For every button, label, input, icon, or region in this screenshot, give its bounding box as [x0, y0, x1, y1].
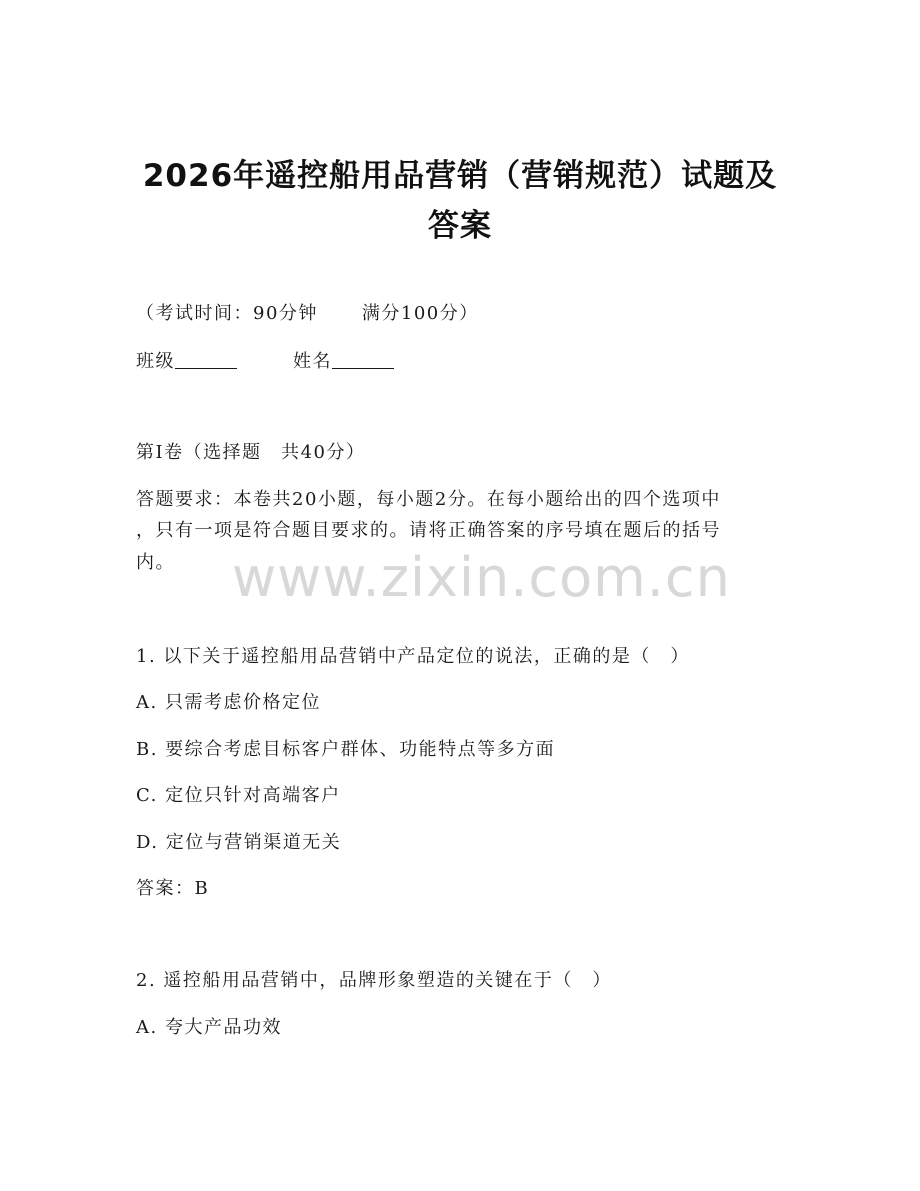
watermark: www.zixin.com.cn	[232, 546, 731, 609]
question-1-option-b: B. 要综合考虑目标客户群体、功能特点等多方面	[136, 739, 556, 760]
class-label: 班级	[136, 351, 175, 372]
instructions-line-3: 内。	[136, 552, 175, 573]
name-blank[interactable]	[332, 367, 394, 369]
exam-score: 满分100分）	[361, 303, 479, 324]
question-1-option-a: A. 只需考虑价格定位	[136, 692, 321, 713]
exam-time: （考试时间：90分钟	[136, 303, 318, 324]
instructions-line-1: 答题要求：本卷共20小题，每小题2分。在每小题给出的四个选项中	[136, 489, 721, 510]
document-title-line-1: 2026年遥控船用品营销（营销规范）试题及	[142, 158, 778, 194]
question-1-option-d: D. 定位与营销渠道无关	[136, 832, 342, 853]
instructions-line-2: ，只有一项是符合题目要求的。请将正确答案的序号填在题后的括号	[136, 520, 721, 541]
question-1-stem: 1. 以下关于遥控船用品营销中产品定位的说法，正确的是（ ）	[136, 646, 690, 667]
class-blank[interactable]	[175, 367, 237, 369]
question-2-stem: 2. 遥控船用品营销中，品牌形象塑造的关键在于（ ）	[136, 970, 612, 991]
question-2-option-a: A. 夸大产品功效	[136, 1017, 282, 1038]
name-label: 姓名	[293, 351, 332, 372]
student-fields	[136, 351, 394, 373]
document-title-line-2: 答案	[428, 208, 492, 244]
section-heading: 第Ⅰ卷（选择题 共40分）	[136, 442, 366, 463]
question-1-answer: 答案：B	[136, 878, 210, 899]
question-1-option-c: C. 定位只针对高端客户	[136, 785, 341, 806]
exam-info	[136, 303, 479, 325]
